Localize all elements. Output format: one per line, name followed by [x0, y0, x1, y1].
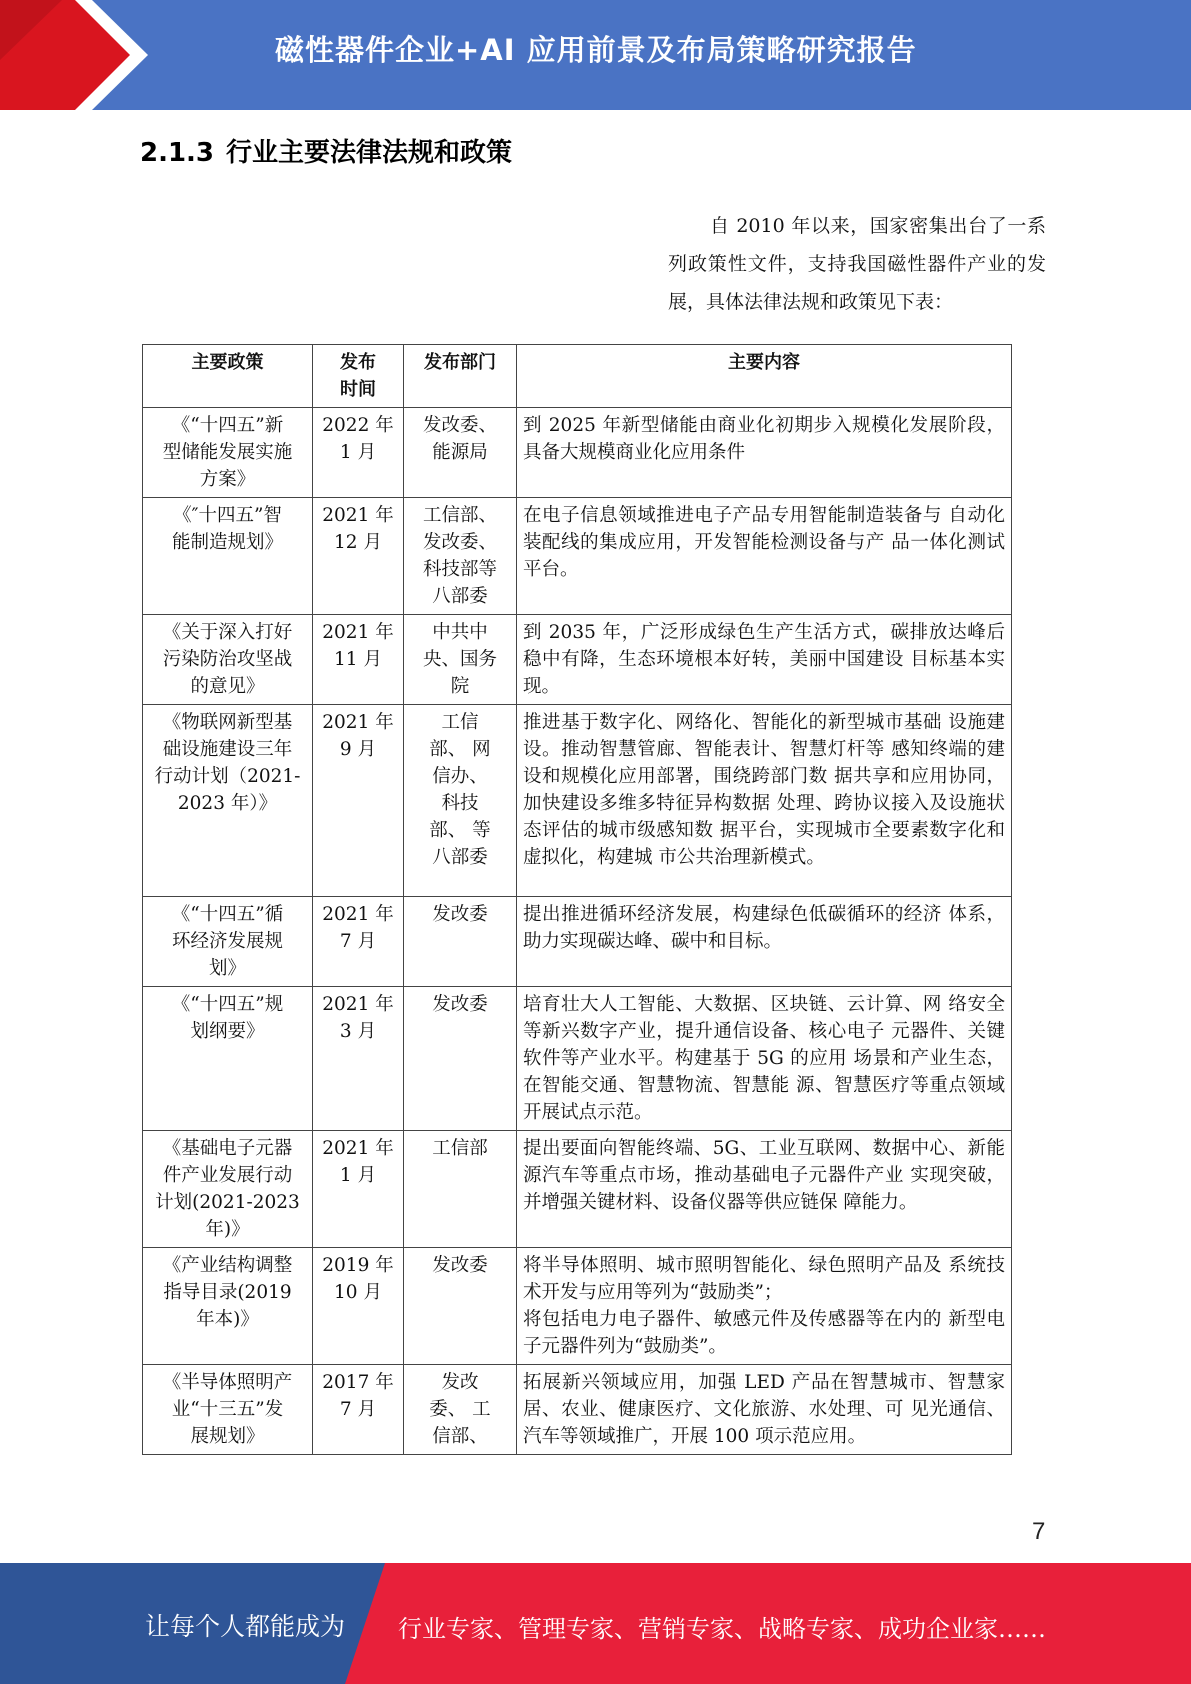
page-header: [0, 0, 1191, 110]
table-row: [143, 408, 1012, 498]
dept-cell: 发改 委、 工 信部、: [404, 1365, 517, 1455]
table-row: [143, 897, 1012, 987]
footer-slogan-right: 行业专家、管理专家、营销专家、战略专家、成功企业家……: [398, 1615, 1046, 1643]
date-cell: 2019 年 10 月: [313, 1248, 404, 1365]
content-cell: 将半导体照明、城市照明智能化、绿色照明产品及 系统技术开发与应用等列为“鼓励类”； 将包括电力电子器件、敏感元件及传感器等在内的 新型电子元器件列为“鼓励类”。: [517, 1248, 1012, 1365]
dept-cell: 工信部、 发改委、 科技部等 八部委: [404, 498, 517, 615]
table-row: [143, 498, 1012, 615]
date-cell: 2021 年 7 月: [313, 897, 404, 987]
table-row: [143, 705, 1012, 897]
policy-cell: 《物联网新型基 础设施建设三年 行动计划（2021- 2023 年）》: [143, 705, 313, 897]
policy-cell: 《“十四五”规 划纲要》: [143, 987, 313, 1131]
content-cell: 推进基于数字化、网络化、智能化的新型城市基础 设施建设。推动智慧管廊、智能表计、智慧灯杆等 感知终端的建设和规模化应用部署，围绕跨部门数 据共享和应用协同，加快建设多维多特征异构数据 处理、跨协议接入及设施状态评估的城市级感知数 据平台，实现城市全要素数字化和虚拟化，构建城 市公共治理新模式。: [517, 705, 1012, 897]
policy-cell: 《“十四五”新 型储能发展实施 方案》: [143, 408, 313, 498]
policy-cell: 《“十四五”循 环经济发展规 划》: [143, 897, 313, 987]
section-number: 2.1.3: [140, 138, 215, 168]
footer-slogan-left: 让每个人都能成为: [145, 1612, 346, 1641]
header-content: 主要内容: [517, 345, 1012, 408]
date-cell: 2021 年 11 月: [313, 615, 404, 705]
content-cell: 到 2025 年新型储能由商业化初期步入规模化发展阶段，具备大规模商业化应用条件: [517, 408, 1012, 498]
policy-cell: 《基础电子元器 件产业发展行动 计划(2021-2023 年)》: [143, 1131, 313, 1248]
date-cell: 2021 年 12 月: [313, 498, 404, 615]
table-row: [143, 987, 1012, 1131]
content-cell: 拓展新兴领域应用，加强 LED 产品在智慧城市、智慧家居、农业、健康医疗、文化旅游、水处理、可 见光通信、汽车等领域推广，开展 100 项示范应用。: [517, 1365, 1012, 1455]
date-cell: 2021 年 1 月: [313, 1131, 404, 1248]
page-number: 7: [1032, 1518, 1046, 1545]
dept-cell: 发改委、 能源局: [404, 408, 517, 498]
page-footer: [0, 1563, 1191, 1684]
policy-cell: 《产业结构调整 指导目录(2019 年本)》: [143, 1248, 313, 1365]
policy-cell: 《″十四五”智 能制造规划》: [143, 498, 313, 615]
dept-cell: 中共中 央、国务 院: [404, 615, 517, 705]
date-cell: 2022 年 1 月: [313, 408, 404, 498]
dept-cell: 发改委: [404, 987, 517, 1131]
table-header-row: [143, 345, 1012, 408]
dept-cell: 工信部: [404, 1131, 517, 1248]
content-cell: 到 2035 年，广泛形成绿色生产生活方式，碳排放达峰后稳中有降，生态环境根本好转，美丽中国建设 目标基本实现。: [517, 615, 1012, 705]
table-row: [143, 1248, 1012, 1365]
intro-line: 的发展，具体法律法规和政策见下表：: [668, 253, 1046, 313]
section-title: 行业主要法律法规和政策: [226, 138, 513, 168]
date-cell: 2017 年 7 月: [313, 1365, 404, 1455]
intro-line: 自 2010 年以来，国家密集出台了一: [710, 215, 1027, 237]
header-policy: 主要政策: [143, 345, 313, 408]
header-dept: 发布部门: [404, 345, 517, 408]
content-cell: 在电子信息领域推进电子产品专用智能制造装备与 自动化装配线的集成应用，开发智能检测设备与产 品一体化测试平台。: [517, 498, 1012, 615]
table-row: [143, 1365, 1012, 1455]
policy-table: [142, 344, 1012, 1455]
table-row: [143, 615, 1012, 705]
content-cell: 提出推进循环经济发展，构建绿色低碳循环的经济 体系，助力实现碳达峰、碳中和目标。: [517, 897, 1012, 987]
dept-cell: 发改委: [404, 1248, 517, 1365]
date-cell: 2021 年 9 月: [313, 705, 404, 897]
dept-cell: 工信 部、 网 信办、 科技 部、 等 八部委: [404, 705, 517, 897]
section-heading: [140, 132, 512, 169]
header-date: 发布 时间: [313, 345, 404, 408]
dept-cell: 发改委: [404, 897, 517, 987]
report-title: 磁性器件企业+AI 应用前景及布局策略研究报告: [275, 33, 917, 67]
intro-line: 系列政策性文件，支持我国磁性器件产业: [668, 215, 1046, 275]
policy-cell: 《半导体照明产 业“十三五”发 展规划》: [143, 1365, 313, 1455]
intro-paragraph: [668, 207, 1046, 321]
content-cell: 提出要面向智能终端、5G、工业互联网、数据中心、新能源汽车等重点市场，推动基础电子元器件产业 实现突破，并增强关键材料、设备仪器等供应链保 障能力。: [517, 1131, 1012, 1248]
policy-cell: 《关于深入打好 污染防治攻坚战 的意见》: [143, 615, 313, 705]
date-cell: 2021 年 3 月: [313, 987, 404, 1131]
table-row: [143, 1131, 1012, 1248]
content-cell: 培育壮大人工智能、大数据、区块链、云计算、网 络安全等新兴数字产业，提升通信设备、核心电子 元器件、关键软件等产业水平。构建基于 5G 的应用 场景和产业生态，在智能交通、智慧物流、智慧能 源、智慧医疗等重点领域开展试点示范。: [517, 987, 1012, 1131]
